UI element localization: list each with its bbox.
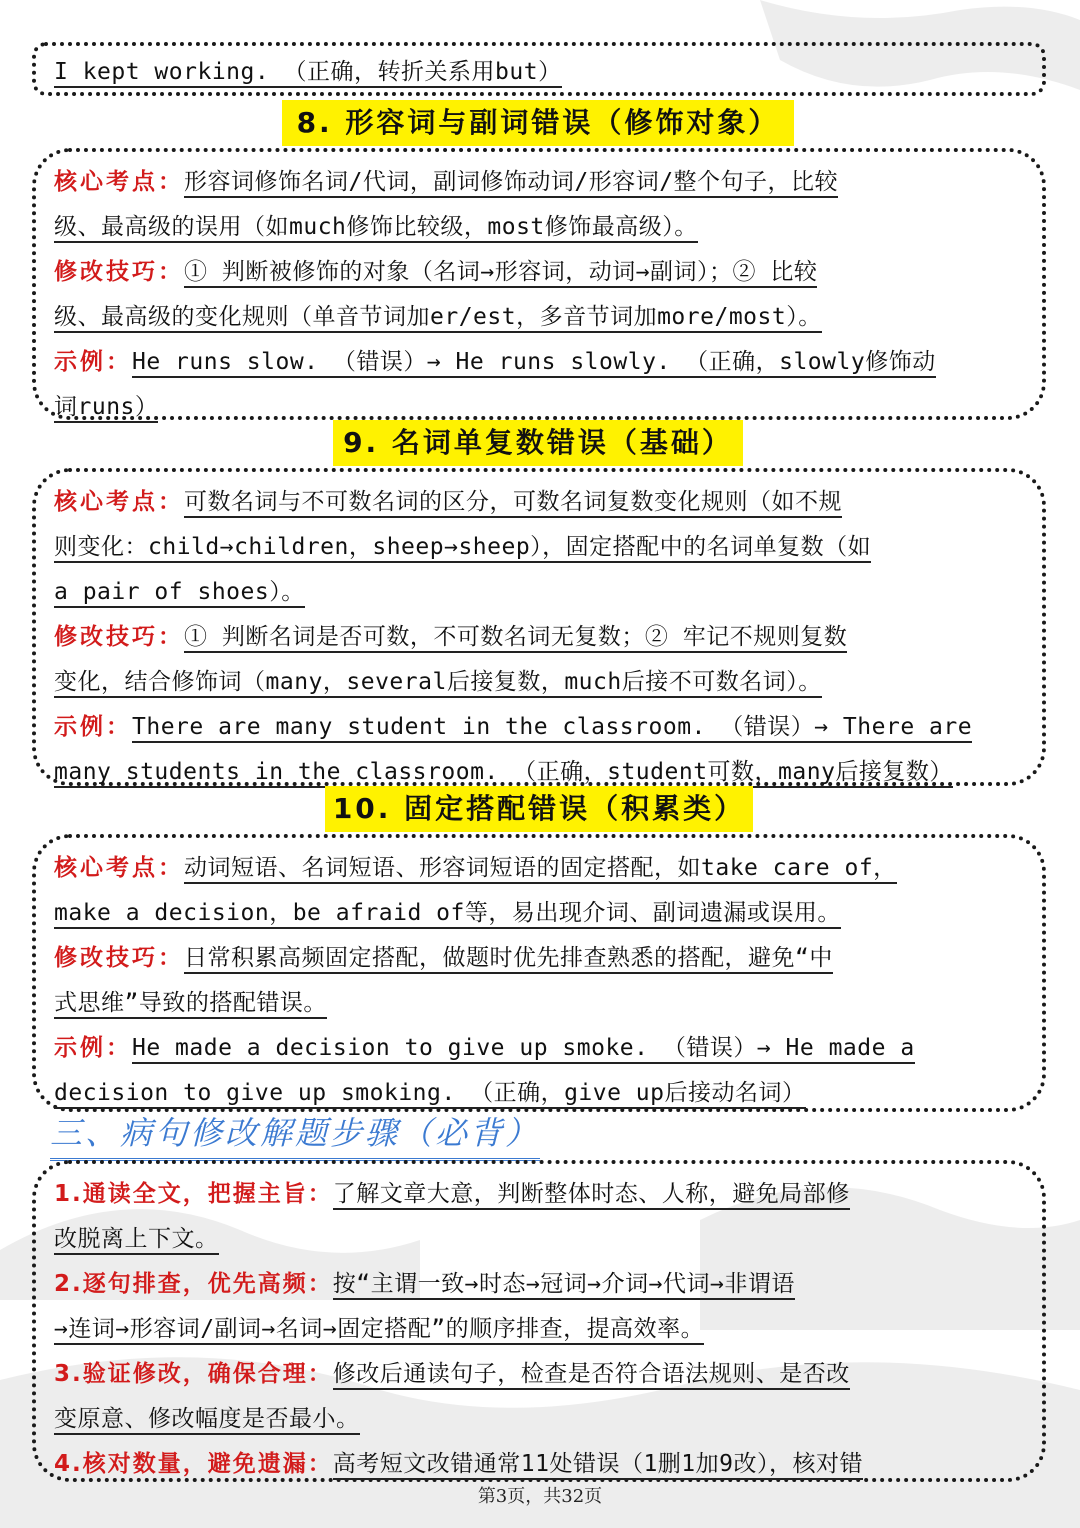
section-3-title: 三、病句修改解题步骤（必背） bbox=[50, 1108, 540, 1161]
example-text: There are many student in the classroom. （错误）→ There are bbox=[132, 714, 972, 743]
example-text: He made a decision to give up smoke. （错误）→ He made a bbox=[132, 1035, 915, 1064]
example-label: 示例： bbox=[54, 349, 132, 375]
section-9-box bbox=[32, 468, 1046, 786]
step-1-text: 了解文章大意，判断整体时态、人称，避免局部修 bbox=[333, 1181, 850, 1210]
tip-label: 修改技巧： bbox=[54, 945, 184, 971]
section-8-heading: 8. 形容词与副词错误（修饰对象） bbox=[282, 100, 794, 146]
section-10-box bbox=[32, 834, 1046, 1112]
page-number: 第3页，共32页 bbox=[477, 1486, 603, 1507]
step-3-text: 修改后通读句子，检查是否符合语法规则、是否改 bbox=[333, 1361, 850, 1390]
example-label: 示例： bbox=[54, 714, 132, 740]
step-1-text-cont: 改脱离上下文。 bbox=[54, 1226, 219, 1255]
tip-text: 日常积累高频固定搭配，做题时优先排查熟悉的搭配，避免“中 bbox=[184, 945, 833, 974]
step-2-text-cont: →连词→形容词/副词→名词→固定搭配”的顺序排查，提高效率。 bbox=[54, 1316, 704, 1345]
example-label: 示例： bbox=[54, 1035, 132, 1061]
core-point-text-cont: a pair of shoes）。 bbox=[54, 579, 305, 608]
step-3-text-cont: 变原意、修改幅度是否最小。 bbox=[54, 1406, 360, 1435]
core-point-label: 核心考点： bbox=[54, 489, 184, 515]
previous-example-box bbox=[32, 42, 1046, 96]
example-text-cont: decision to give up smoking. （正确，give up后接动名词） bbox=[54, 1080, 806, 1109]
core-point-text-cont: 级、最高级的误用（如much修饰比较级，most修饰最高级）。 bbox=[54, 214, 698, 243]
tip-text-cont: 级、最高级的变化规则（单音节词加er/est，多音节词加more/most）。 bbox=[54, 304, 822, 333]
tip-text-cont: 式思维”导致的搭配错误。 bbox=[54, 990, 327, 1019]
core-point-text-cont: 则变化：child→children，sheep→sheep），固定搭配中的名词单复数（如 bbox=[54, 534, 871, 563]
steps-box bbox=[32, 1160, 1046, 1482]
core-point-text: 动词短语、名词短语、形容词短语的固定搭配，如take care of， bbox=[184, 855, 897, 884]
step-2-label: 2.逐句排查，优先高频： bbox=[54, 1271, 333, 1297]
step-3-label: 3.验证修改，确保合理： bbox=[54, 1361, 333, 1387]
core-point-label: 核心考点： bbox=[54, 855, 184, 881]
tip-label: 修改技巧： bbox=[54, 624, 184, 650]
core-point-text: 可数名词与不可数名词的区分，可数名词复数变化规则（如不规 bbox=[184, 489, 842, 518]
example-text: He runs slow. （错误）→ He runs slowly. （正确，slowly修饰动 bbox=[132, 349, 936, 378]
step-4-text: 高考短文改错通常11处错误（1删1加9改），核对错 bbox=[333, 1451, 863, 1480]
core-point-text: 形容词修饰名词/代词，副词修饰动词/形容词/整个句子，比较 bbox=[184, 169, 838, 198]
section-8-box bbox=[32, 148, 1046, 420]
section-9-heading: 9. 名词单复数错误（基础） bbox=[333, 420, 743, 466]
tip-text: ① 判断被修饰的对象（名词→形容词，动词→副词）；② 比较 bbox=[184, 259, 817, 288]
step-4-label: 4.核对数量，避免遗漏： bbox=[54, 1451, 333, 1477]
step-1-label: 1.通读全文，把握主旨： bbox=[54, 1181, 333, 1207]
tip-text-cont: 变化，结合修饰词（many，several后接复数，much后接不可数名词）。 bbox=[54, 669, 822, 698]
example-text-cont: 词runs） bbox=[54, 394, 158, 423]
section-10-heading: 10. 固定搭配错误（积累类） bbox=[325, 786, 753, 832]
previous-example-line: I kept working. （正确，转折关系用but） bbox=[54, 50, 1020, 95]
core-point-label: 核心考点： bbox=[54, 169, 184, 195]
tip-label: 修改技巧： bbox=[54, 259, 184, 285]
tip-text: ① 判断名词是否可数，不可数名词无复数；② 牢记不规则复数 bbox=[184, 624, 847, 653]
example-text-cont: many students in the classroom. （正确，student可数，many后接复数） bbox=[54, 759, 953, 788]
step-2-text: 按“主谓一致→时态→冠词→介词→代词→非谓语 bbox=[333, 1271, 795, 1300]
core-point-text-cont: make a decision，be afraid of等，易出现介词、副词遗漏或误用。 bbox=[54, 900, 841, 929]
